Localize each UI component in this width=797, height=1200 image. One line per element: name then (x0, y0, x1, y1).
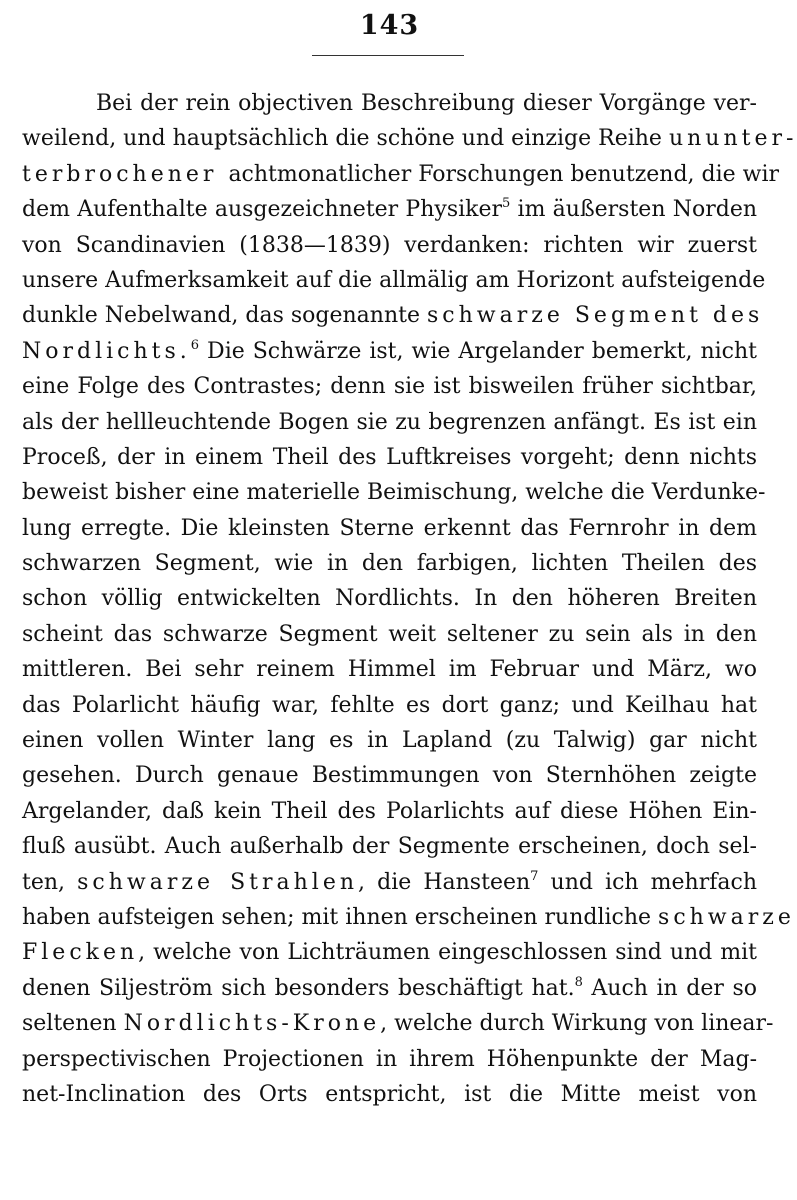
text-line (22, 263, 766, 298)
body-text (22, 86, 797, 1112)
text-run: Auch in der so (582, 975, 757, 1001)
text-run: ten, (22, 869, 78, 895)
text-line (22, 581, 757, 616)
text-line (22, 405, 757, 440)
text-run: unsere Aufmerksamkeit auf die allmälig am Horizont aufsteigende (22, 267, 766, 293)
text-line (22, 1077, 757, 1112)
text-run: schon völlig entwickelten Nordlichts. In den höheren Breiten (22, 586, 757, 612)
text-line (22, 829, 757, 864)
spaced-text: schwarze Segment des (427, 303, 764, 329)
spaced-text: schwarze Strahlen (77, 869, 359, 895)
text-line (22, 900, 795, 935)
text-run: scheint das schwarze Segment weit seltener zu sein als in den (22, 621, 757, 647)
text-line (22, 971, 757, 1006)
text-run: Die Schwärze ist, wie Argelander bemerkt, nicht (199, 338, 757, 364)
text-line (22, 652, 757, 687)
text-run: , welche von Lichträumen eingeschlossen sind und mit (138, 940, 757, 966)
text-line (22, 192, 757, 227)
text-run: perspectivischen Projectionen in ihrem Höhenpunkte der Mag- (22, 1046, 757, 1072)
spaced-text: Nordlichts. (22, 338, 191, 364)
text-run: und ich mehrfach (538, 869, 757, 895)
text-run: weilend, und hauptsächlich die schöne und einzige Reihe (22, 126, 669, 152)
footnote-marker: 8 (574, 974, 583, 990)
text-run: Argelander, daß kein Theil des Polarlichts auf diese Höhen Ein- (22, 798, 757, 824)
spaced-text: terbrochener (22, 161, 229, 187)
text-line (22, 758, 757, 793)
text-run: von Scandinavien (1838—1839) verdanken: richten wir zuerst (22, 232, 757, 258)
spaced-text: Nordlichts-Krone (123, 1011, 381, 1037)
spaced-text: schwarze (658, 904, 795, 930)
footnote-marker: 5 (502, 196, 511, 212)
text-run: fluß ausübt. Auch außerhalb der Segmente erscheinen, doch sel- (22, 834, 757, 860)
text-line (22, 617, 757, 652)
text-run: dem Aufenthalte ausgezeichneter Physiker (22, 197, 503, 223)
text-run: Bei der rein objectiven Beschreibung dieser Vorgänge ver- (96, 91, 757, 116)
text-run: net-Inclination des Orts entspricht, ist die Mitte meist von (22, 1081, 757, 1107)
text-run: haben aufsteigen sehen; mit ihnen erscheinen rundliche (22, 904, 659, 930)
page-number: 143 (359, 10, 420, 41)
footnote-marker: 6 (190, 337, 200, 353)
text-run: dunkle Nebelwand, das sogenannte (22, 303, 427, 329)
text-line (22, 1042, 757, 1077)
text-line (22, 440, 757, 475)
text-run: , die Hansteen (358, 869, 531, 895)
text-run: Proceß, der in einem Theil des Luftkreises vorgeht; denn nichts (22, 444, 757, 470)
text-line (22, 723, 757, 758)
text-run: denen Siljeström sich besonders beschäftigt hat. (22, 975, 575, 1001)
text-line (22, 228, 757, 263)
text-line (22, 157, 780, 192)
text-run: als der hellleuchtende Bogen sie zu begrenzen anfängt. Es ist ein (22, 409, 757, 435)
text-run: gesehen. Durch genaue Bestimmungen von Sternhöhen zeigte (22, 763, 757, 789)
text-line (22, 475, 766, 510)
text-line (22, 794, 757, 829)
footnote-marker: 7 (530, 868, 539, 884)
text-run: lung erregte. Die kleinsten Sterne erkennt das Fernrohr in dem (22, 515, 757, 541)
text-line (22, 1006, 774, 1041)
text-line (22, 865, 757, 900)
text-line (22, 298, 764, 333)
text-run: achtmonatlicher Forschungen benutzend, die wir (228, 161, 780, 187)
text-run: mittleren. Bei sehr reinem Himmel im Februar und März, wo (22, 657, 757, 683)
text-line (22, 121, 797, 156)
text-line (22, 369, 757, 404)
spaced-text: ununter- (668, 126, 797, 152)
spaced-text: Flecken (22, 940, 139, 966)
text-run: schwarzen Segment, wie in den farbigen, lichten Theilen des (22, 551, 757, 577)
text-line (22, 688, 757, 723)
text-run: eine Folge des Contrastes; denn sie ist bisweilen früher sichtbar, (22, 374, 757, 400)
text-line (22, 86, 757, 121)
text-line (22, 935, 757, 970)
text-run: seltenen (22, 1011, 124, 1037)
text-line (22, 546, 757, 581)
header-rule (312, 55, 464, 56)
text-run: im äußersten Norden (510, 197, 758, 223)
text-run: beweist bisher eine materielle Beimischung, welche die Verdunke- (22, 480, 766, 506)
text-run: , welche durch Wirkung von linear- (380, 1011, 774, 1037)
text-run: das Polarlicht häufig war, fehlte es dort ganz; und Keilhau hat (22, 692, 757, 718)
text-run: einen vollen Winter lang es in Lapland (zu Talwig) gar nicht (22, 728, 757, 754)
text-line (22, 334, 757, 369)
text-line (22, 511, 757, 546)
